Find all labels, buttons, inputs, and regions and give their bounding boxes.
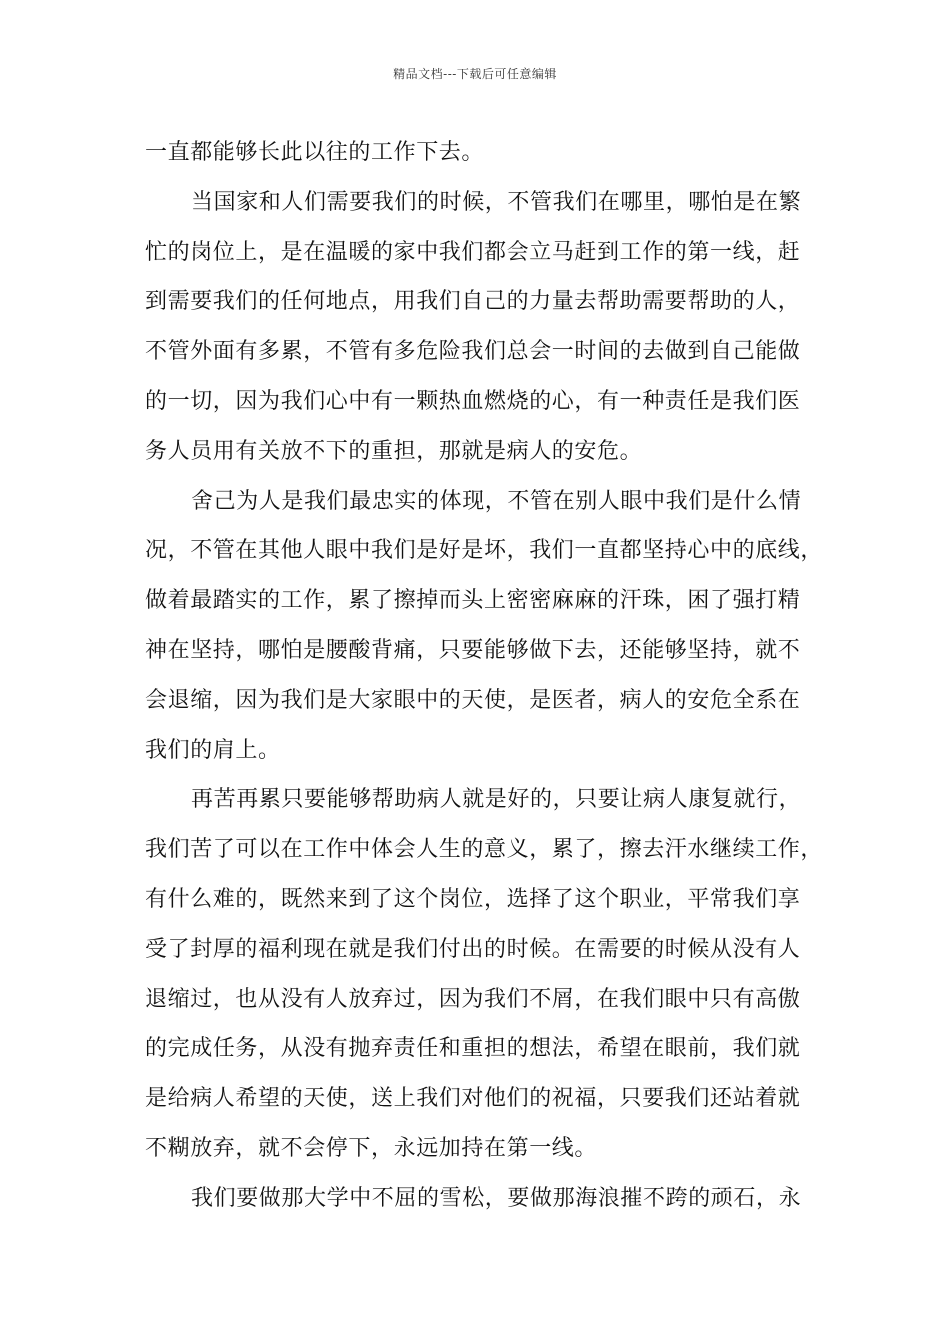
text-line: 神在坚持，哪怕是腰酸背痛，只要能够做下去，还能够坚持，就不 [145,637,801,663]
text-line: 做着最踏实的工作，累了擦掉而头上密密麻麻的汗珠，困了强打精 [145,588,801,614]
text-line: 我们苦了可以在工作中体会人生的意义，累了，擦去汗水继续工作， [145,837,824,863]
text-line: 我们的肩上。 [145,737,281,763]
text-line: 我们要做那大学中不屈的雪松，要做那海浪摧不跨的顽石，永 [191,1185,802,1211]
text-line: 舍己为人是我们最忠实的体现，不管在别人眼中我们是什么情 [191,488,802,514]
page-header: 精品文档---下载后可任意编辑 [393,67,557,81]
text-line: 的一切，因为我们心中有一颗热血燃烧的心，有一种责任是我们医 [145,388,801,414]
text-line: 务人员用有关放不下的重担，那就是病人的安危。 [145,438,643,464]
text-line: 会退缩，因为我们是大家眼中的天使，是医者，病人的安危全系在 [145,687,801,713]
text-line: 有什么难的，既然来到了这个岗位，选择了这个职业，平常我们享 [145,886,801,912]
text-line: 再苦再累只要能够帮助病人就是好的，只要让病人康复就行， [191,787,802,813]
text-line: 不管外面有多累，不管有多危险我们总会一时间的去做到自己能做 [145,339,801,365]
body-text [145,128,825,1224]
text-line: 是给病人希望的天使，送上我们对他们的祝福，只要我们还站着就 [145,1086,801,1112]
text-line: 的完成任务，从没有抛弃责任和重担的想法，希望在眼前，我们就 [145,1036,801,1062]
text-line: 当国家和人们需要我们的时候，不管我们在哪里，哪怕是在繁 [191,189,802,215]
text-line: 忙的岗位上，是在温暖的家中我们都会立马赶到工作的第一线，赶 [145,239,801,265]
text-line: 况，不管在其他人眼中我们是好是坏，我们一直都坚持心中的底线， [145,538,824,564]
text-line: 退缩过，也从没有人放弃过，因为我们不屑，在我们眼中只有高傲 [145,986,801,1012]
text-line: 不糊放弃，就不会停下，永远加持在第一线。 [145,1135,598,1161]
text-line: 一直都能够长此以往的工作下去。 [145,140,485,165]
text-line: 受了封厚的福利现在就是我们付出的时候。在需要的时候从没有人 [145,936,801,962]
text-line: 到需要我们的任何地点，用我们自己的力量去帮助需要帮助的人， [145,289,801,315]
